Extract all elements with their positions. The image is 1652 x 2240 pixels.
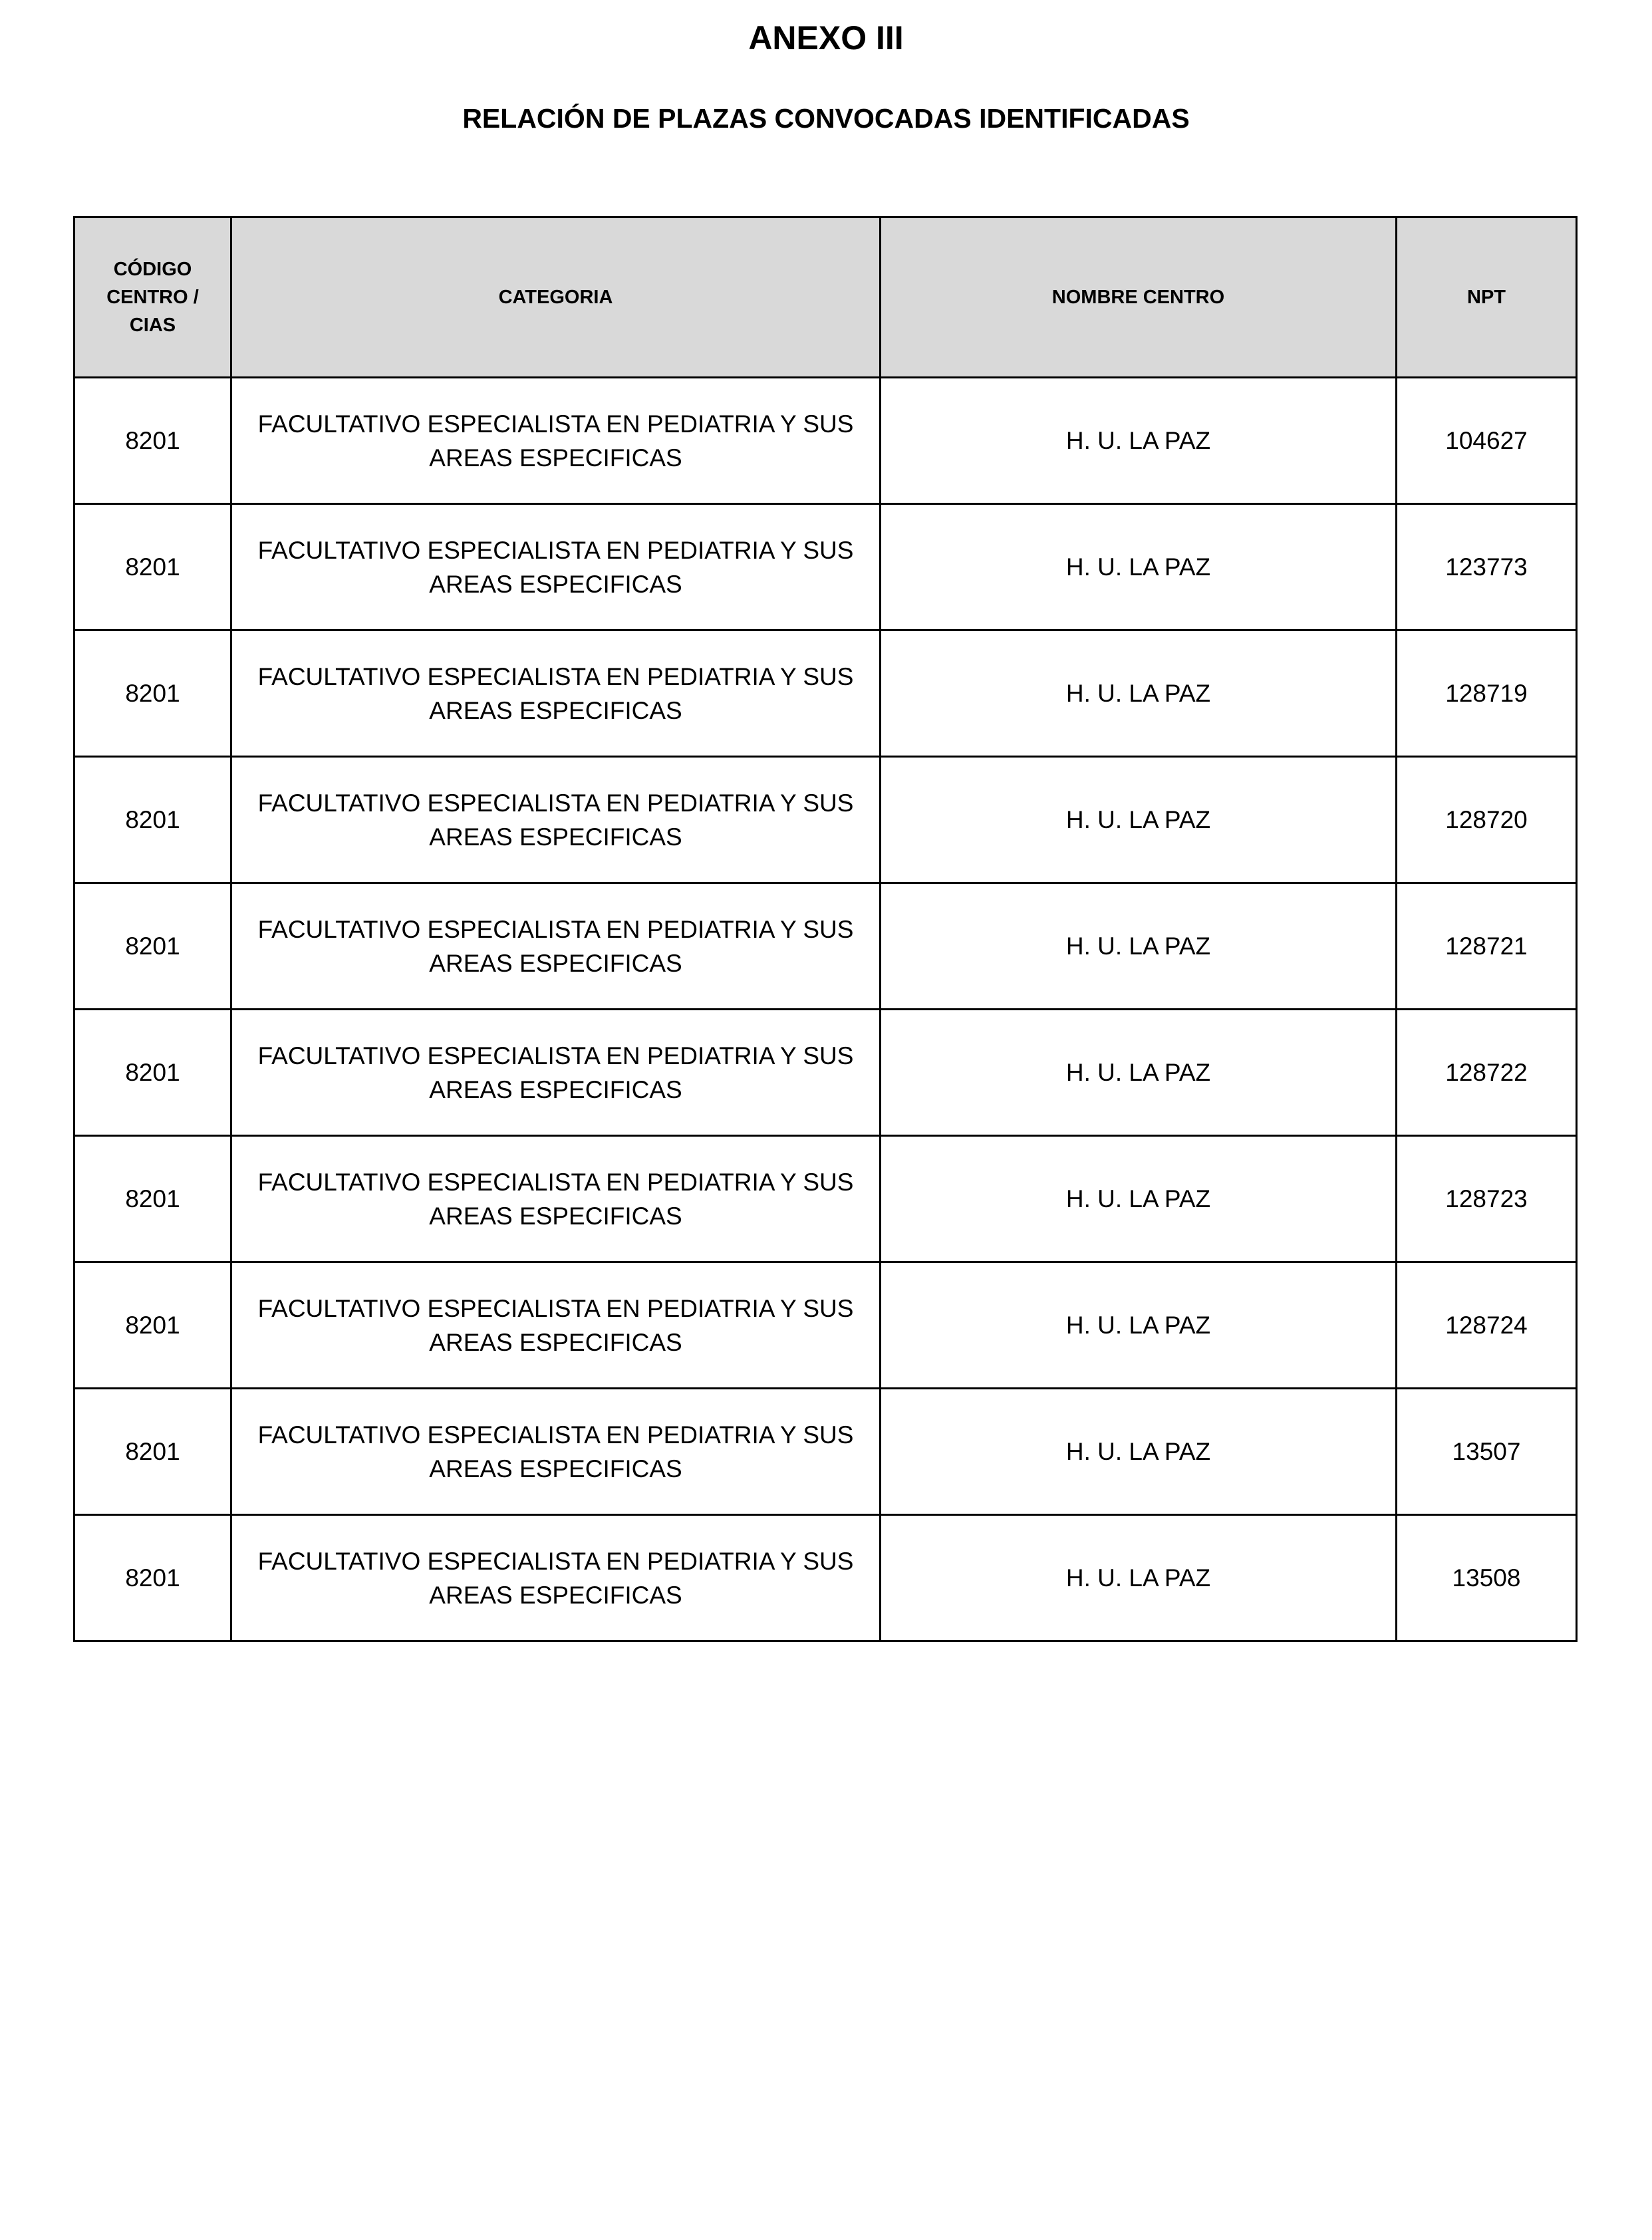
- cell-centro: H. U. LA PAZ: [881, 630, 1397, 757]
- cell-npt: 128723: [1397, 1136, 1577, 1262]
- cell-categoria: FACULTATIVO ESPECIALISTA EN PEDIATRIA Y SUS AREAS ESPECIFICAS: [231, 883, 881, 1010]
- cell-centro: H. U. LA PAZ: [881, 1010, 1397, 1136]
- cell-npt: 104627: [1397, 378, 1577, 504]
- header-codigo: [74, 217, 231, 378]
- cell-categoria: FACULTATIVO ESPECIALISTA EN PEDIATRIA Y SUS AREAS ESPECIFICAS: [231, 1136, 881, 1262]
- header-npt: NPT: [1397, 217, 1577, 378]
- page-title: ANEXO III: [748, 19, 904, 57]
- cell-codigo: 8201: [74, 630, 231, 757]
- cell-centro: H. U. LA PAZ: [881, 1389, 1397, 1515]
- cell-npt: 128721: [1397, 883, 1577, 1010]
- header-codigo-line2: CENTRO / CIAS: [106, 287, 199, 336]
- cell-codigo: 8201: [74, 1389, 231, 1515]
- cell-categoria: FACULTATIVO ESPECIALISTA EN PEDIATRIA Y SUS AREAS ESPECIFICAS: [231, 504, 881, 630]
- cell-npt: 128724: [1397, 1262, 1577, 1389]
- cell-centro: H. U. LA PAZ: [881, 1262, 1397, 1389]
- cell-categoria: FACULTATIVO ESPECIALISTA EN PEDIATRIA Y SUS AREAS ESPECIFICAS: [231, 1515, 881, 1641]
- cell-centro: H. U. LA PAZ: [881, 883, 1397, 1010]
- cell-categoria: FACULTATIVO ESPECIALISTA EN PEDIATRIA Y SUS AREAS ESPECIFICAS: [231, 630, 881, 757]
- cell-centro: H. U. LA PAZ: [881, 504, 1397, 630]
- cell-centro: H. U. LA PAZ: [881, 1515, 1397, 1641]
- table-row: [74, 1389, 1577, 1515]
- table-row: [74, 504, 1577, 630]
- table-header-row: [74, 217, 1577, 378]
- cell-codigo: 8201: [74, 883, 231, 1010]
- header-nombre-centro: NOMBRE CENTRO: [881, 217, 1397, 378]
- cell-npt: 128722: [1397, 1010, 1577, 1136]
- cell-categoria: FACULTATIVO ESPECIALISTA EN PEDIATRIA Y SUS AREAS ESPECIFICAS: [231, 1262, 881, 1389]
- cell-categoria: FACULTATIVO ESPECIALISTA EN PEDIATRIA Y SUS AREAS ESPECIFICAS: [231, 1010, 881, 1136]
- cell-centro: H. U. LA PAZ: [881, 757, 1397, 883]
- table-row: [74, 1010, 1577, 1136]
- table-row: [74, 1136, 1577, 1262]
- table-row: [74, 1262, 1577, 1389]
- table-row: [74, 883, 1577, 1010]
- header-categoria: CATEGORIA: [231, 217, 881, 378]
- cell-categoria: FACULTATIVO ESPECIALISTA EN PEDIATRIA Y SUS AREAS ESPECIFICAS: [231, 378, 881, 504]
- cell-codigo: 8201: [74, 504, 231, 630]
- cell-npt: 128720: [1397, 757, 1577, 883]
- table-row: [74, 630, 1577, 757]
- cell-codigo: 8201: [74, 1515, 231, 1641]
- table-row: [74, 757, 1577, 883]
- header-codigo-line1: CÓDIGO: [113, 259, 192, 280]
- cell-categoria: FACULTATIVO ESPECIALISTA EN PEDIATRIA Y SUS AREAS ESPECIFICAS: [231, 1389, 881, 1515]
- cell-codigo: 8201: [74, 1136, 231, 1262]
- cell-codigo: 8201: [74, 1010, 231, 1136]
- cell-categoria: FACULTATIVO ESPECIALISTA EN PEDIATRIA Y SUS AREAS ESPECIFICAS: [231, 757, 881, 883]
- cell-codigo: 8201: [74, 757, 231, 883]
- table-row: [74, 378, 1577, 504]
- cell-npt: 13508: [1397, 1515, 1577, 1641]
- cell-codigo: 8201: [74, 378, 231, 504]
- plazas-table: [73, 216, 1578, 1642]
- page-subtitle: RELACIÓN DE PLAZAS CONVOCADAS IDENTIFICADAS: [462, 103, 1190, 134]
- cell-codigo: 8201: [74, 1262, 231, 1389]
- table-row: [74, 1515, 1577, 1641]
- cell-npt: 13507: [1397, 1389, 1577, 1515]
- cell-centro: H. U. LA PAZ: [881, 378, 1397, 504]
- cell-npt: 123773: [1397, 504, 1577, 630]
- cell-npt: 128719: [1397, 630, 1577, 757]
- cell-centro: H. U. LA PAZ: [881, 1136, 1397, 1262]
